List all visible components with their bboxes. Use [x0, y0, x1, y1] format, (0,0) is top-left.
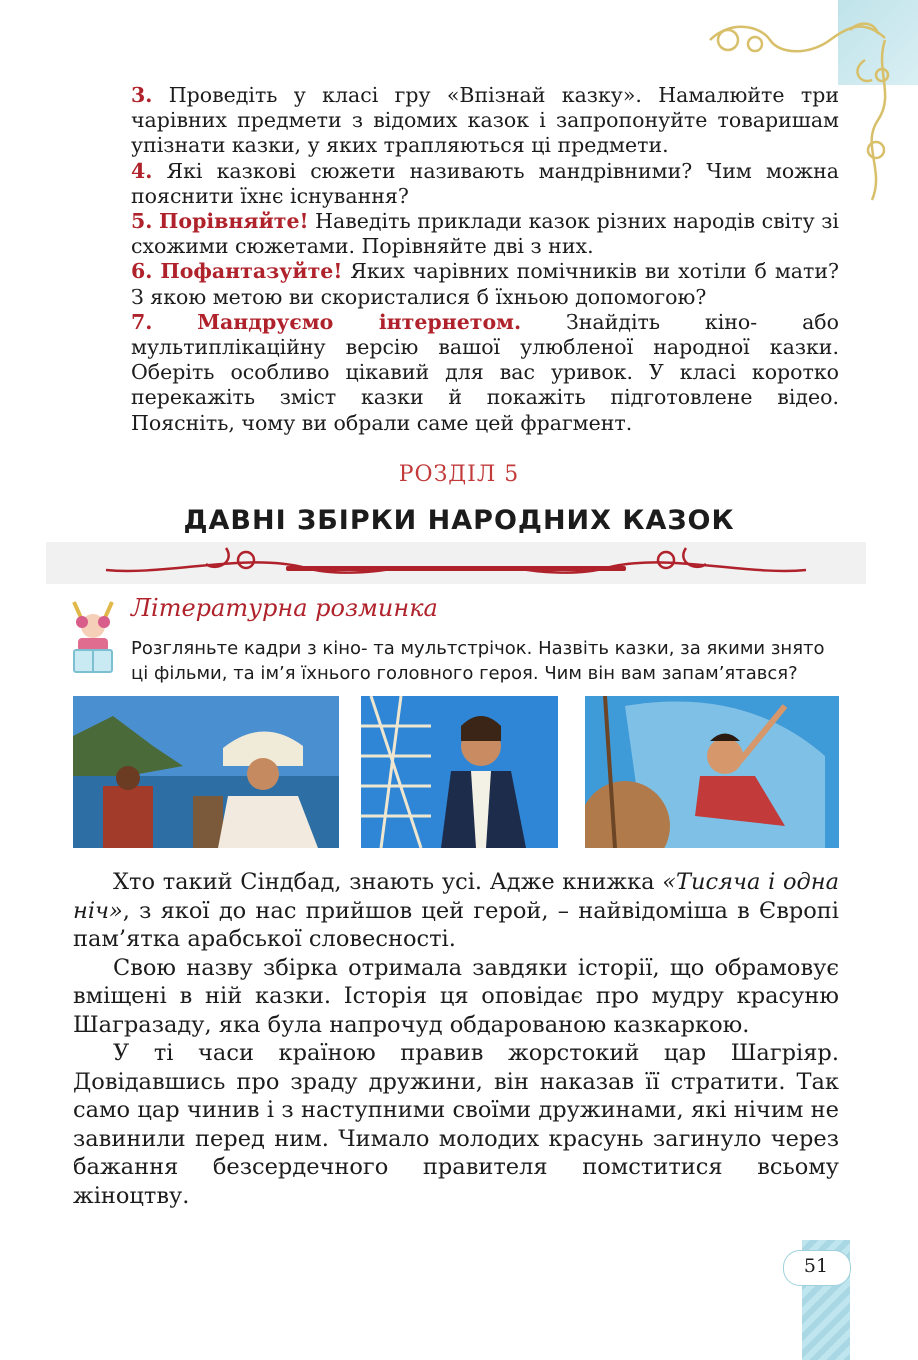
question-number: 4.	[131, 158, 153, 183]
page-number: 51	[803, 1255, 829, 1277]
body-text	[73, 868, 839, 1210]
question-number: 6.	[131, 259, 153, 284]
question-text: Знайдіть кіно- або мультиплікаційну версію вашої улюбленої народної казки. Оберіть особливо цікавий для вас уривок. У класі коротко перекажіть зміст казки й покажіть підготовлене відео. Поясніть, чому ви обрали саме цей фрагмент.	[131, 309, 839, 435]
warmup-instruction: Розгляньте кадри з кіно- та мультстрічок. Назвіть казки, за якими знято ці фільми, та ім’я їхнього головного героя. Чим він вам запам’ятався?	[131, 638, 825, 684]
warmup-title: Літературна розминка	[131, 594, 438, 622]
question-7	[131, 310, 839, 436]
question-5	[131, 209, 839, 259]
paragraph-2: Свою назву збірка отримала завдяки історії, що обрамовує вміщені в ній казки. Історія ця оповідає про мудру красуню Шагразаду, яка була напрочуд обдарованою казкаркою.	[73, 954, 839, 1038]
ornamental-divider	[46, 542, 866, 584]
question-text: Яких чарівних помічників ви хотіли б мати? З якою метою ви скористалися б їхньою допомогою?	[131, 259, 839, 309]
question-text: Проведіть у класі гру «Впізнай казку». Намалюйте три чарівних предмети з відомих казок і запропонуйте товаришам упізнати казки, у яких трапляються ці предмети.	[131, 83, 839, 158]
film-still-sindbad-series	[361, 696, 558, 848]
question-text: Які казкові сюжети називають мандрівними? Чим можна пояснити їхнє існування?	[131, 158, 839, 208]
question-number: 3.	[131, 83, 153, 107]
section-label: РОЗДІЛ 5	[398, 462, 520, 487]
question-lead: Пофантазуйте!	[160, 259, 343, 284]
paragraph-3: У ті часи країною правив жорстокий цар Шагріяр. Довідавшись про зраду дружини, він наказав її стратити. Так само цар чинив і з наступними своїми дружинами, які нічим не завинили перед ним. Чимало молодих красунь загинуло через бажання безсердечного правителя помститися всьому жіноцтву.	[73, 1040, 839, 1209]
film-still-sindbad-live-action	[73, 696, 339, 848]
question-lead: Мандруємо інтернетом.	[197, 309, 522, 334]
questions-block	[131, 83, 839, 436]
question-number: 7.	[131, 309, 153, 334]
book-title: «Тисяча і одна ніч»	[73, 869, 840, 924]
question-3	[131, 83, 839, 159]
film-still-sindbad-animated	[585, 696, 839, 848]
text-span: , з якої до нас прийшов цей герой, – найвідоміша в Європі пам’ятка арабської словесності.	[73, 897, 839, 952]
girl-reading-icon	[68, 598, 118, 678]
question-4	[131, 159, 839, 209]
paragraph-1	[73, 868, 839, 954]
question-text: Наведіть приклади казок різних народів світу зі схожими сюжетами. Порівняйте дві з них.	[131, 209, 839, 259]
question-number: 5.	[131, 209, 153, 234]
question-lead: Порівняйте!	[159, 209, 309, 234]
section-title: ДАВНІ ЗБІРКИ НАРОДНИХ КАЗОК	[183, 505, 735, 536]
question-6	[131, 259, 839, 309]
text-span: Хто такий Сіндбад, знають усі. Адже книжка	[113, 869, 663, 895]
